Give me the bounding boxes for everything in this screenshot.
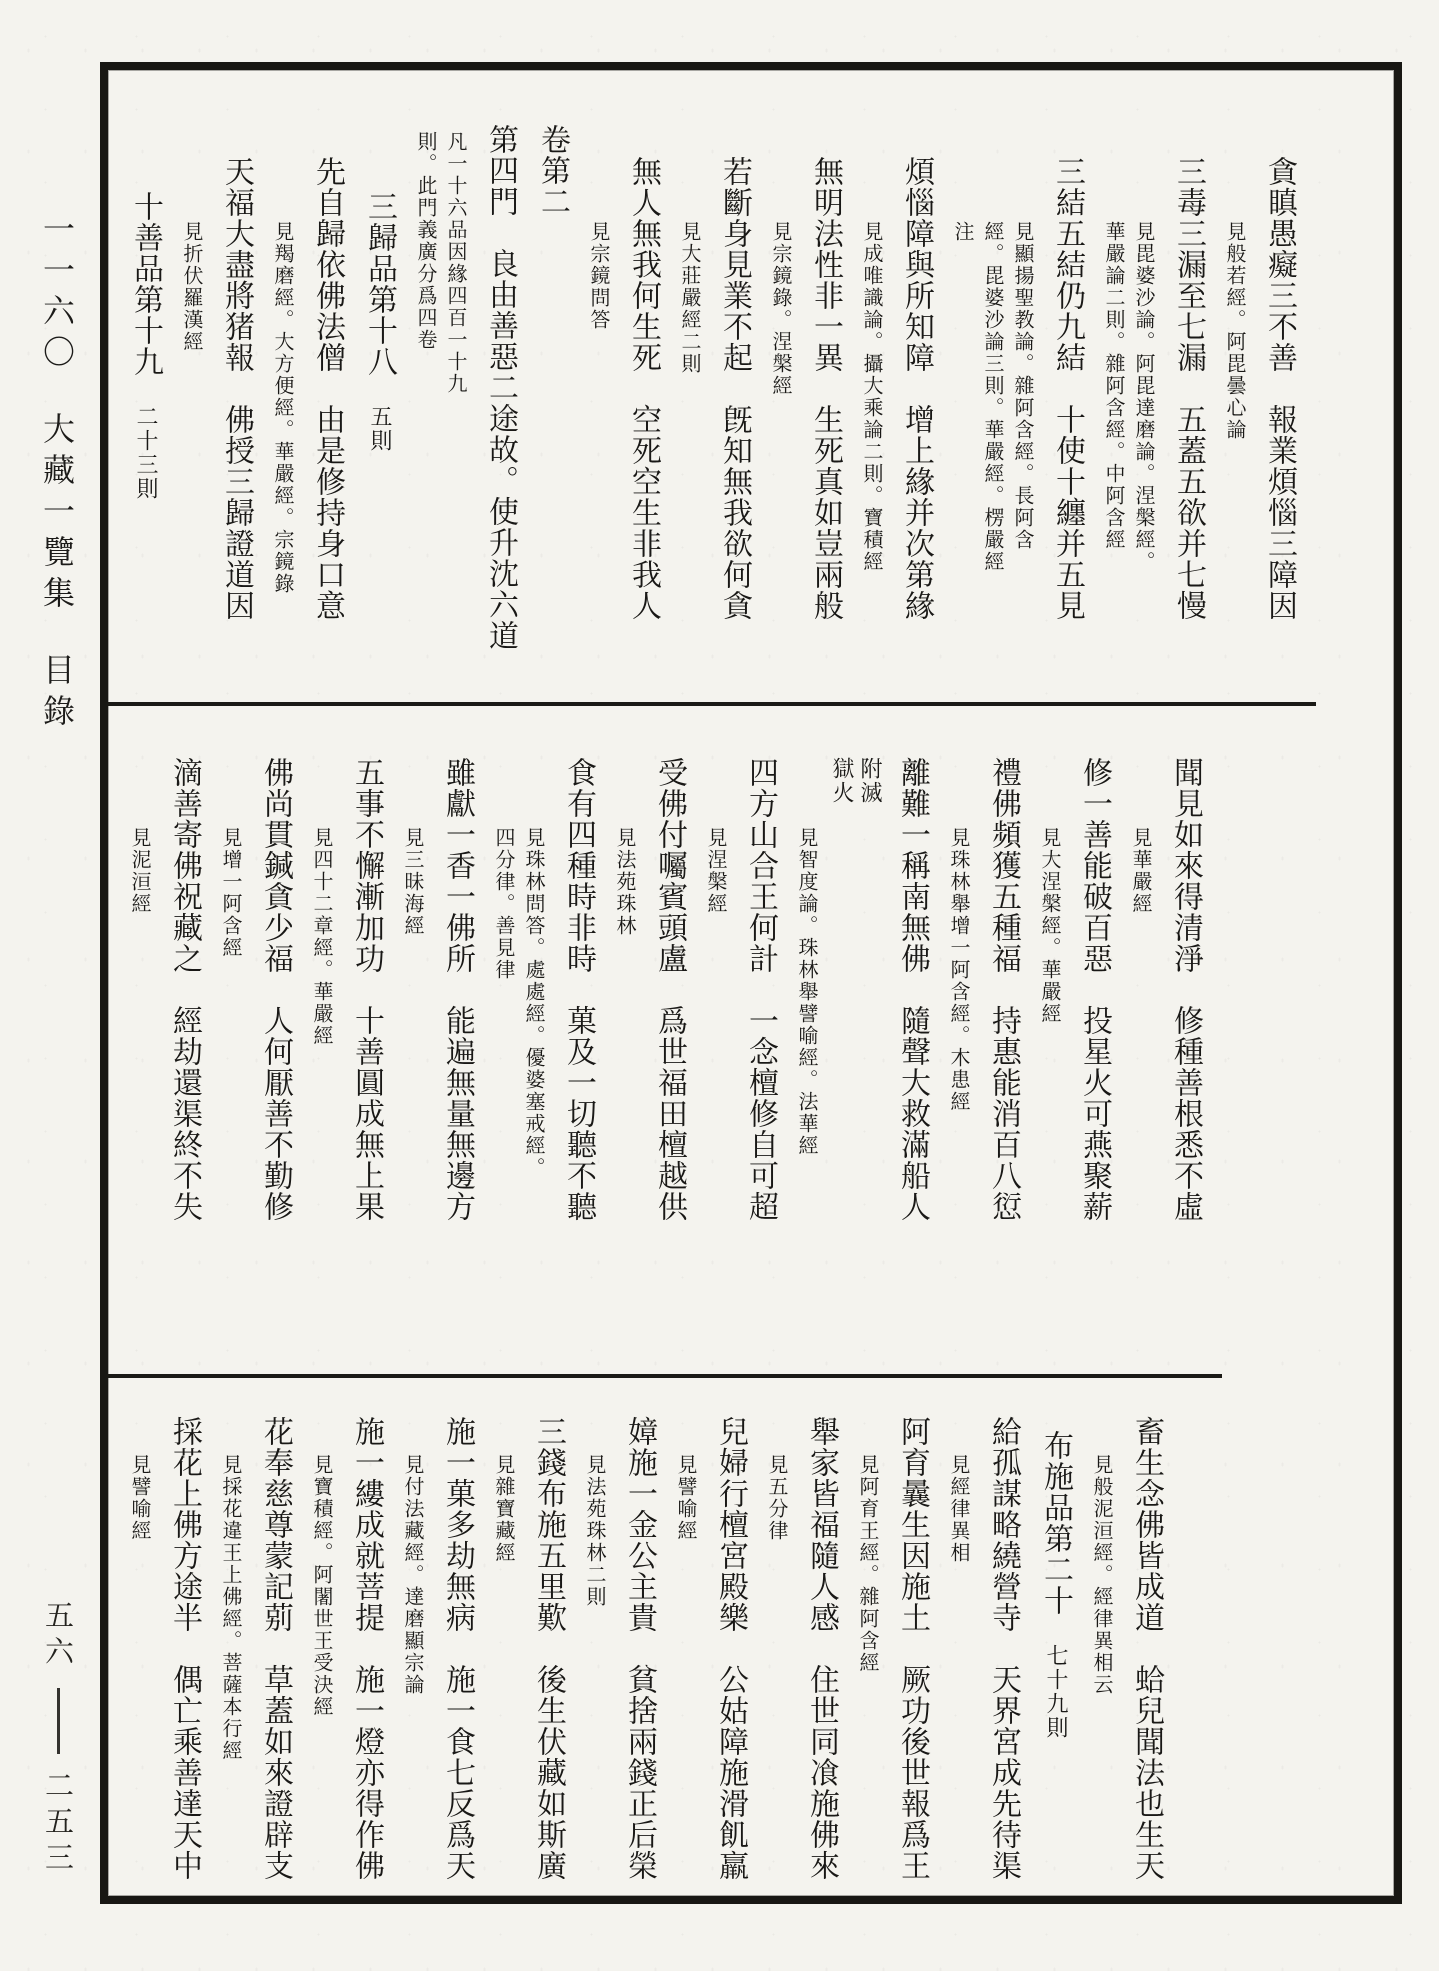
entry-verse: 花奉慈尊蒙記莂 草蓋如來證辟支 — [258, 1416, 293, 1881]
chapter-heading-text: 三歸品第十八 — [362, 191, 397, 377]
entry-note: 見四十二章經。華嚴經 — [310, 827, 334, 1047]
entry-note: 見經律異相 — [947, 1454, 971, 1564]
entry-note: 見智度論。珠林舉譬喻經。法華經 — [795, 827, 819, 1157]
chapter-heading-text: 布施品第二十 — [1038, 1430, 1073, 1616]
entry-verse: 五事不懈漸加功 十善圓成無上果 — [349, 757, 384, 1222]
entry-verse: 煩惱障與所知障 增上緣并次第緣 — [899, 156, 934, 621]
entry-verse: 無人無我何生死 空死空生非我人 — [626, 156, 661, 621]
spine-volume-number: 一一六〇 — [38, 212, 76, 376]
entry-note2: 見顯揚聖教論。雜阿含經。長阿含經。毘婆沙論三則。華嚴經。楞嚴經注 — [951, 221, 1035, 573]
entry-verse: 受佛付囑賓頭盧 爲世福田檀越供 — [652, 757, 687, 1222]
entry-note: 見五分律 — [765, 1454, 789, 1542]
entry-verse: 施一菓多劫無病 施一食七反爲天 — [440, 1416, 475, 1881]
entry-head — [1032, 1384, 1078, 1896]
entry-note2: 見採花違王上佛經。菩薩本行經 — [219, 1454, 243, 1762]
entry-note: 見雜寶藏經 — [492, 1454, 516, 1564]
section-middle — [108, 706, 1222, 1378]
entry-note2s: 凡一十六品因緣四百一十九則。此門義廣分爲四卷 — [414, 131, 468, 395]
entry-verse: 阿育曩生因施土 厥功後世報爲王 — [895, 1416, 930, 1881]
entry-verse: 食有四種時非時 菓及一切聽不聽 — [561, 757, 596, 1222]
entry-verse: 天福大盡將猪報 佛授三歸證道因 — [219, 156, 254, 621]
chapter-heading-count: 七十九則 — [1043, 1644, 1068, 1740]
entry-head — [356, 76, 402, 702]
entry-verse: 修一善能破百惡 投星火可燕聚薪 — [1077, 757, 1112, 1222]
entry-verse: 雖獻一香一佛所 能遍無量無邊方 — [440, 757, 475, 1222]
folio-divider-line — [57, 1688, 60, 1754]
section-lower — [108, 1378, 1183, 1896]
entry-chapter: 卷第二 — [535, 124, 570, 217]
entry-verse: 給孤謀略繞營寺 天界宮成先待渠 — [986, 1416, 1021, 1881]
spine-title — [34, 212, 80, 735]
entry-note2: 見毘婆沙論。阿毘達磨論。涅槃經。華嚴論二則。雜阿含經。中阿含經 — [1102, 221, 1156, 573]
entry-verse: 無明法性非一異 生死真如豈兩般 — [808, 156, 843, 621]
section-upper — [108, 70, 1316, 706]
entry-note: 見華嚴經 — [1129, 827, 1153, 915]
entry-note: 見宗鏡錄。涅槃經 — [769, 221, 793, 397]
entry-note: 見付法藏經。達磨顯宗論 — [401, 1454, 425, 1696]
entry-verse: 先自歸依佛法僧 由是修持身口意 — [310, 156, 345, 621]
entry-verse: 佛尚貫鍼貪少福 人何厭善不勤修 — [258, 757, 293, 1222]
entry-note: 見泥洹經 — [128, 827, 152, 915]
entry-head — [122, 76, 168, 702]
entry-note: 見譬喻經 — [128, 1454, 152, 1542]
entry-note: 見羯磨經。大方便經。華嚴經。宗鏡錄 — [271, 221, 295, 595]
entry-note: 見折伏羅漢經 — [180, 221, 204, 353]
entry-note: 見法苑珠林二則 — [583, 1454, 607, 1608]
entry-note: 見譬喻經 — [674, 1454, 698, 1542]
entry-verse: 施一縷成就菩提 施一燈亦得作佛 — [349, 1416, 384, 1881]
entry-label: 附滅獄火 — [829, 757, 882, 805]
entry-note: 見法苑珠林 — [613, 827, 637, 937]
chapter-heading-text: 十善品第十九 — [128, 191, 163, 377]
entry-verse: 畜生念佛皆成道 蛤兒聞法也生天 — [1129, 1416, 1164, 1881]
entry-verse: 滴善寄佛祝藏之 經劫還渠終不失 — [167, 757, 202, 1222]
chapter-heading-count: 五則 — [367, 405, 392, 453]
entry-note2: 見珠林問答。處處經。優婆塞戒經。四分律。善見律 — [492, 827, 546, 1179]
entry-note: 見珠林舉增一阿含經。木患經 — [947, 827, 971, 1113]
entry-verse: 採花上佛方途半 偶亡乘善達天中 — [167, 1416, 202, 1881]
entry-note: 見宗鏡問答 — [587, 221, 611, 331]
spine-section-label: 目錄 — [38, 653, 76, 735]
entry-verse: 禮佛頻獲五種福 持惠能消百八愆 — [986, 757, 1021, 1222]
entry-note: 見大涅槃經。華嚴經 — [1038, 827, 1062, 1025]
entry-note: 見般若經。阿毘曇心論 — [1223, 221, 1247, 441]
entry-verse: 聞見如來得清淨 修種善根悉不虛 — [1168, 757, 1203, 1222]
entry-verse: 三錢布施五里歎 後生伏藏如斯廣 — [531, 1416, 566, 1881]
entry-note: 見寶積經。阿闍世王受決經 — [310, 1454, 334, 1718]
text-frame — [100, 62, 1402, 1904]
chapter-heading-count: 二十三則 — [133, 405, 158, 501]
entry-note: 見阿育王經。雜阿含經 — [856, 1454, 880, 1674]
entry-note: 見三昧海經 — [401, 827, 425, 937]
entry-verse: 四方山合王何計 一念檀修自可超 — [743, 757, 778, 1222]
folio-numbers — [38, 1600, 79, 1878]
entry-verse: 若斷身見業不起 旣知無我欲何貪 — [717, 156, 752, 621]
entry-note: 見般泥洹經。經律異相云 — [1090, 1454, 1114, 1696]
entry-verse: 三結五結仍九結 十使十纏并五見 — [1050, 156, 1085, 621]
entry-verse: 兒婦行檀宮殿樂 公姑障施滑飢羸 — [713, 1416, 748, 1881]
entry-note: 見涅槃經 — [704, 827, 728, 915]
folio-number-bottom: 二五三 — [41, 1770, 75, 1878]
entry-gate: 第四門 良由善惡二途故。使升沈六道 — [483, 124, 518, 651]
spine-work-title: 大藏一覽集 — [38, 412, 76, 617]
entry-verse: 嫜施一金公主貴 貧捨兩錢正后榮 — [622, 1416, 657, 1881]
folio-number-top: 五六 — [41, 1600, 75, 1672]
entry-verse: 舉家皆福隨人感 住世同飡施佛來 — [804, 1416, 839, 1881]
entry-verse: 貪瞋愚癡三不善 報業煩惱三障因 — [1262, 156, 1297, 621]
entry-note: 見成唯識論。攝大乘論二則。寶積經 — [860, 221, 884, 573]
entry-verse: 離難一稱南無佛 隨聲大救滿船人 — [895, 757, 930, 1222]
entry-note: 見增一阿含經 — [219, 827, 243, 959]
entry-note: 見大莊嚴經二則 — [678, 221, 702, 375]
entry-verse: 三毒三漏至七漏 五蓋五欲并七慢 — [1171, 156, 1206, 621]
